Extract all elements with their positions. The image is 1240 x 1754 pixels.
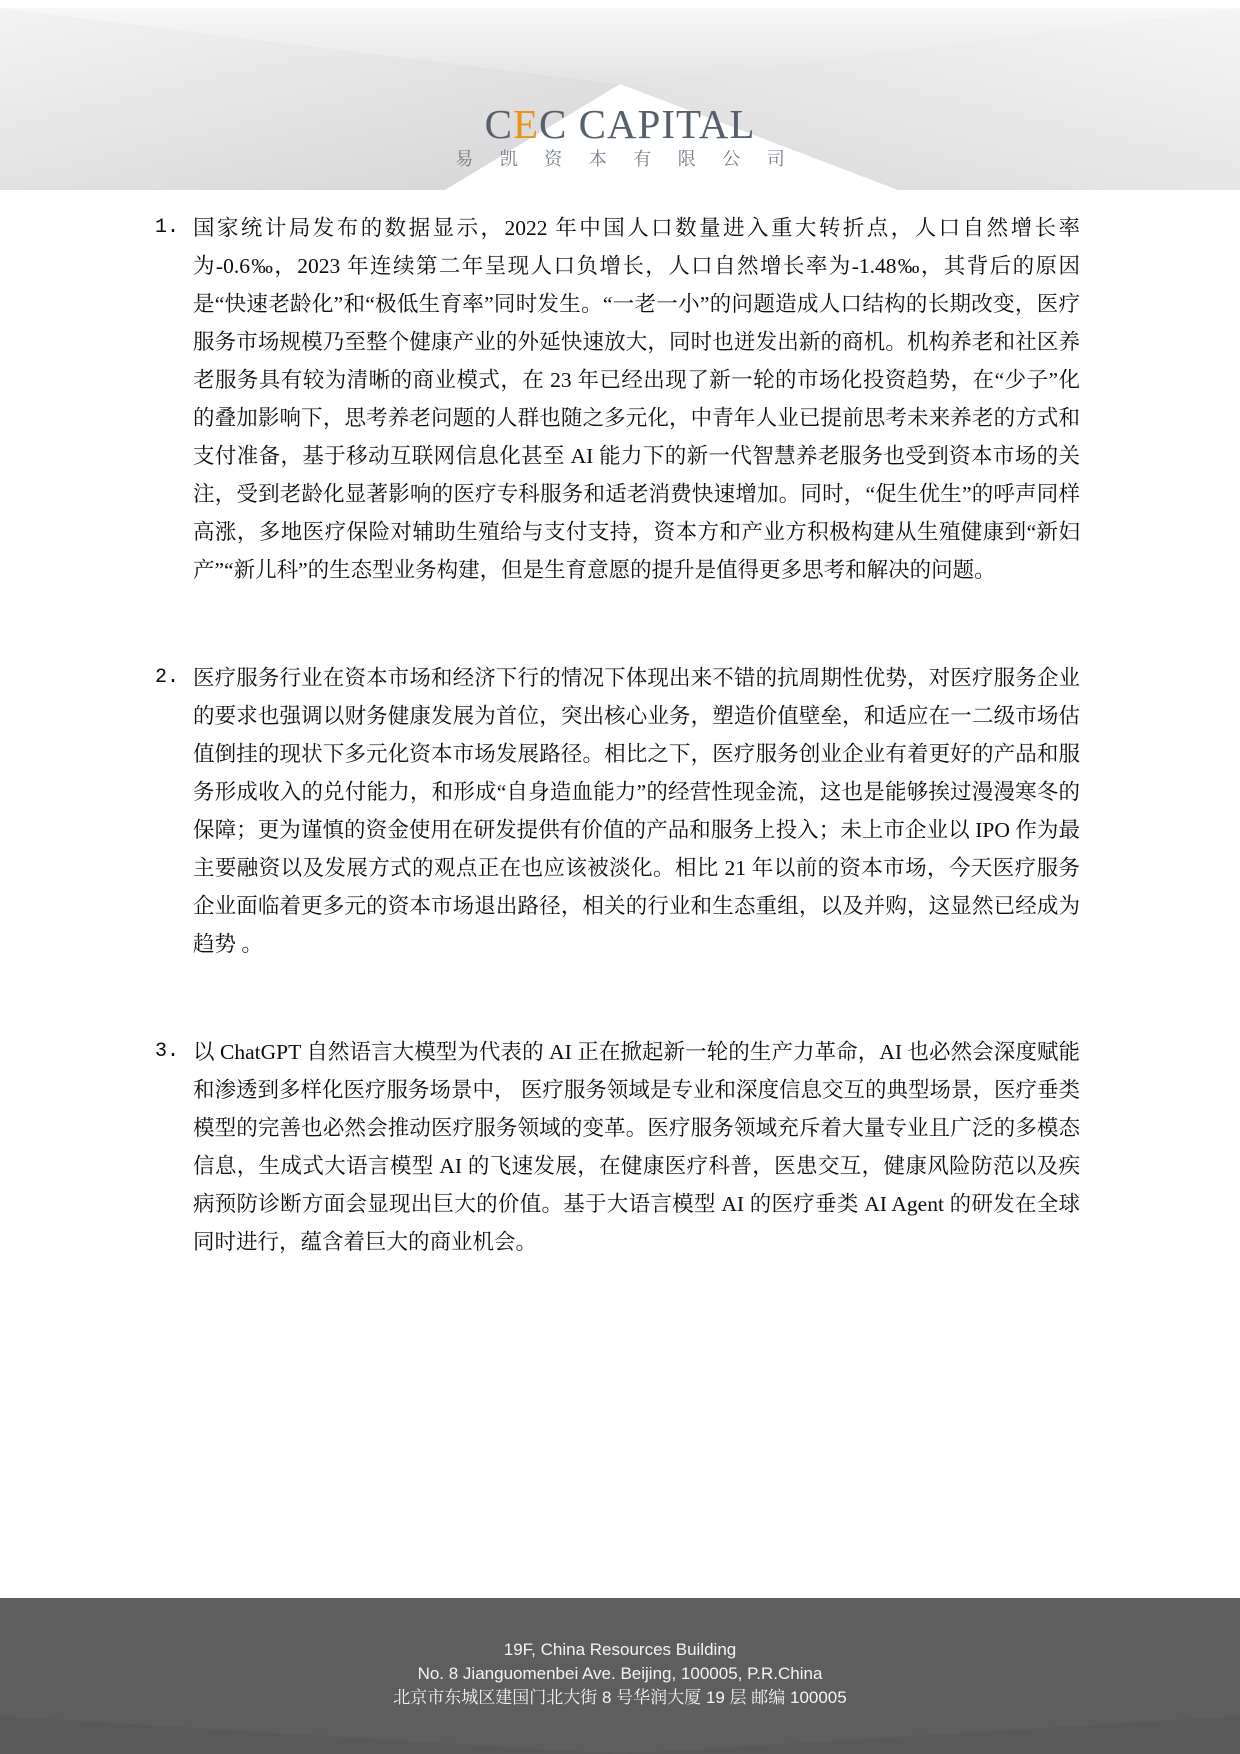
company-address-block	[0, 1598, 1240, 1710]
page-footer	[0, 1598, 1240, 1754]
paragraph-number: 2.	[155, 666, 180, 689]
company-logo	[0, 103, 1240, 170]
paragraph-item-3	[155, 1033, 1080, 1261]
page-header	[0, 0, 1240, 190]
paragraph-number: 1.	[155, 216, 180, 239]
paragraph-text: 国家统计局发布的数据显示，2022 年中国人口数量进入重大转折点，人口自然增长率为-0.6‰，2023 年连续第二年呈现人口负增长，人口自然增长率为-1.48‰，其背后的原因是“快速老龄化”和“极低生育率”同时发生。“一老一小”的问题造成人口结构的长期改变，医疗服务市场规模乃至整个健康产业的外延快速放大，同时也迸发出新的商机。机构养老和社区养老服务具有较为清晰的商业模式，在 23 年已经出现了新一轮的市场化投资趋势，在“少子”化的叠加影响下，思考养老问题的人群也随之多元化，中青年人业已提前思考未来养老的方式和支付准备，基于移动互联网信息化甚至 AI 能力下的新一代智慧养老服务也受到资本市场的关注，受到老龄化显著影响的医疗专科服务和适老消费快速增加。同时，“促生优生”的呼声同样高涨，多地医疗保险对辅助生殖给与支付支持，资本方和产业方积极构建从生殖健康到“新妇产”“新儿科”的生态型业务构建，但是生育意愿的提升是值得更多思考和解决的问题。	[193, 216, 1080, 582]
logo-letter-e-accent: E	[512, 101, 539, 147]
paragraph-number: 3.	[155, 1040, 180, 1063]
logo-letters-rest: C CAPITAL	[538, 101, 756, 147]
paragraph-item-1	[155, 209, 1080, 589]
company-logo-chinese-name: 易 凯 资 本 有 限 公 司	[455, 149, 796, 169]
address-line-english-2: No. 8 Jianguomenbei Ave. Beijing, 100005, P.R.China	[417, 1664, 823, 1683]
company-logo-wordmark	[0, 103, 1240, 145]
paragraph-item-2	[155, 659, 1080, 963]
address-line-english-1: 19F, China Resources Building	[503, 1640, 737, 1659]
paragraph-text: 以 ChatGPT 自然语言大模型为代表的 AI 正在掀起新一轮的生产力革命，AI 也必然会深度赋能和渗透到多样化医疗服务场景中， 医疗服务领域是专业和深度信息交互的典型场景，医疗垂类模型的完善也必然会推动医疗服务领域的变革。医疗服务领域充斥着大量专业且广泛的多模态信息，生成式大语言模型 AI 的飞速发展，在健康医疗科普，医患交互，健康风险防范以及疾病预防诊断方面会显现出巨大的价值。基于大语言模型 AI 的医疗垂类 AI Agent 的研发在全球同时进行，蕴含着巨大的商业机会。	[193, 1040, 1080, 1254]
paragraph-list	[155, 209, 1080, 1261]
address-line-chinese: 北京市东城区建国门北大街 8 号华润大厦 19 层 邮编 100005	[393, 1688, 847, 1707]
logo-letter-c1: C	[484, 101, 513, 147]
paragraph-text: 医疗服务行业在资本市场和经济下行的情况下体现出来不错的抗周期性优势，对医疗服务企业的要求也强调以财务健康发展为首位，突出核心业务，塑造价值壁垒，和适应在一二级市场估值倒挂的现状下多元化资本市场发展路径。相比之下，医疗服务创业企业有着更好的产品和服务形成收入的兑付能力，和形成“自身造血能力”的经营性现金流，这也是能够挨过漫漫寒冬的保障；更为谨慎的资金使用在研发提供有价值的产品和服务上投入；未上市企业以 IPO 作为最主要融资以及发展方式的观点正在也应该被淡化。相比 21 年以前的资本市场，今天医疗服务企业面临着更多元的资本市场退出路径，相关的行业和生态重组，以及并购，这显然已经成为趋势 。	[193, 666, 1080, 956]
